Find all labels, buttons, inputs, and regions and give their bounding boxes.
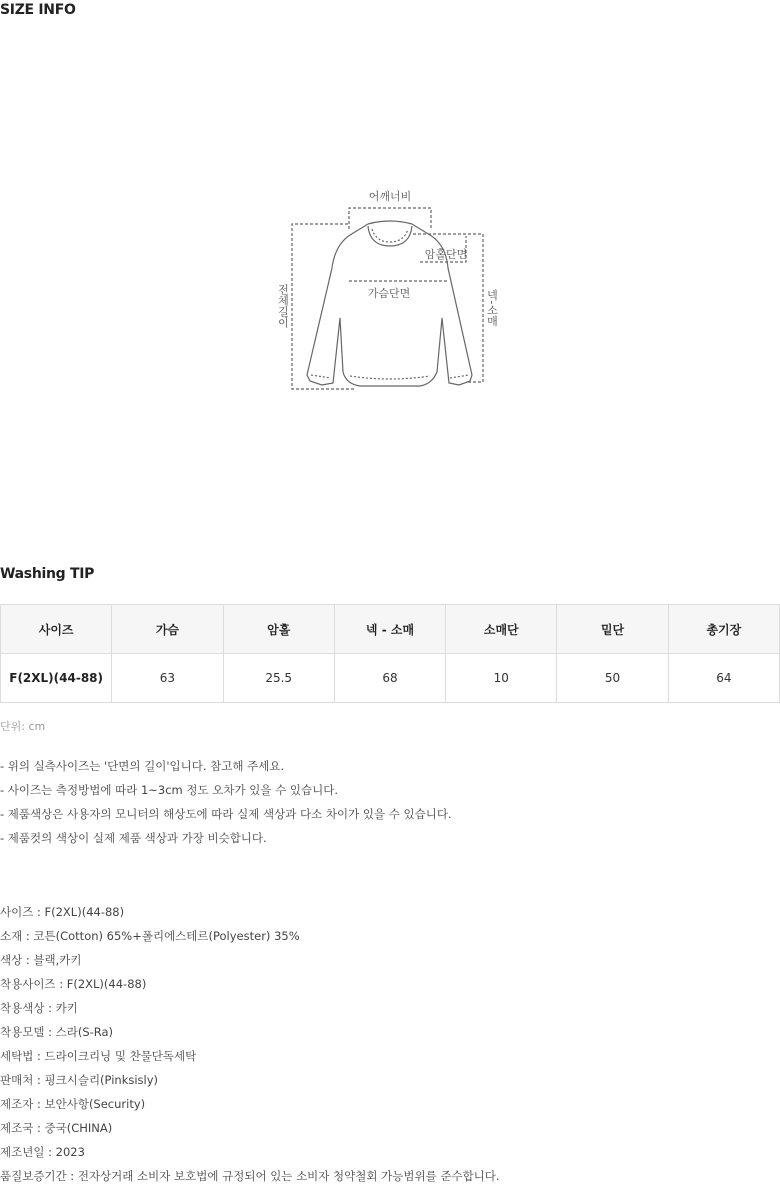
info-item: 색상 : 블랙,카키 — [0, 953, 82, 967]
table-header: 사이즈 — [1, 605, 112, 654]
info-item: 품질보증기간 : 전자상거래 소비자 보호법에 규정되어 있는 소비자 청약철회 가능범위를 준수합니다. — [0, 1169, 500, 1183]
info-item: 제조국 : 중국(CHINA) — [0, 1121, 113, 1135]
washing-tip-title: Washing TIP — [0, 566, 95, 582]
table-header: 총기장 — [668, 605, 779, 654]
note-item: - 위의 실측사이즈는 '단면의 길이'입니다. 참고해 주세요. — [0, 759, 285, 773]
neck-sleeve-label: 넥-소매 — [485, 289, 499, 327]
shoulder-line — [349, 208, 431, 229]
table-header: 소매단 — [446, 605, 557, 654]
product-info-list — [0, 904, 500, 1192]
total-length-label: 전체길이 — [276, 284, 290, 328]
info-item: 사이즈 : F(2XL)(44-88) — [0, 905, 125, 919]
info-item: 착용모델 : 스라(S-Ra) — [0, 1025, 114, 1039]
size-diagram — [0, 0, 780, 560]
table-cell: 10 — [446, 654, 557, 703]
note-item: - 제품색상은 사용자의 모니터의 해상도에 따라 실제 색상과 다소 차이가 있을 수 있습니다. — [0, 807, 452, 821]
table-cell: 64 — [668, 654, 779, 703]
size-info-title: SIZE INFO — [0, 2, 76, 18]
table-header: 밑단 — [557, 605, 668, 654]
armhole-label: 암홀단면 — [424, 248, 468, 261]
info-item: 제조자 : 보안사항(Security) — [0, 1097, 146, 1111]
info-item: 판매처 : 핑크시슬리(Pinksisly) — [0, 1073, 159, 1087]
shirt-neckline — [368, 226, 412, 246]
note-item: - 제품컷의 색상이 실제 제품 색상과 가장 비슷합니다. — [0, 831, 267, 845]
notes-list — [0, 758, 452, 854]
table-cell: 68 — [334, 654, 445, 703]
info-item: 제조년일 : 2023 — [0, 1145, 85, 1159]
info-item: 착용색상 : 카키 — [0, 1001, 78, 1015]
table-cell: 25.5 — [223, 654, 334, 703]
table-cell-size: F(2XL)(44-88) — [1, 654, 112, 703]
info-item: 착용사이즈 : F(2XL)(44-88) — [0, 977, 147, 991]
unit-label: 단위: cm — [0, 720, 46, 733]
table-row — [1, 654, 780, 703]
total-length-line — [292, 224, 356, 389]
table-header: 넥 - 소매 — [334, 605, 445, 654]
note-item: - 사이즈는 측정방법에 따라 1~3cm 정도 오차가 있을 수 있습니다. — [0, 783, 339, 797]
shoulder-label: 어깨너비 — [368, 190, 412, 203]
size-table — [0, 604, 780, 703]
table-header: 암홀 — [223, 605, 334, 654]
info-item: 세탁법 : 드라이크리닝 및 찬물단독세탁 — [0, 1049, 197, 1063]
table-cell: 63 — [112, 654, 223, 703]
table-header: 가슴 — [112, 605, 223, 654]
chest-label: 가슴단면 — [367, 287, 411, 300]
table-cell: 50 — [557, 654, 668, 703]
table-header-row — [1, 605, 780, 654]
info-item: 소재 : 코튼(Cotton) 65%+폴리에스테르(Polyester) 35% — [0, 929, 300, 943]
